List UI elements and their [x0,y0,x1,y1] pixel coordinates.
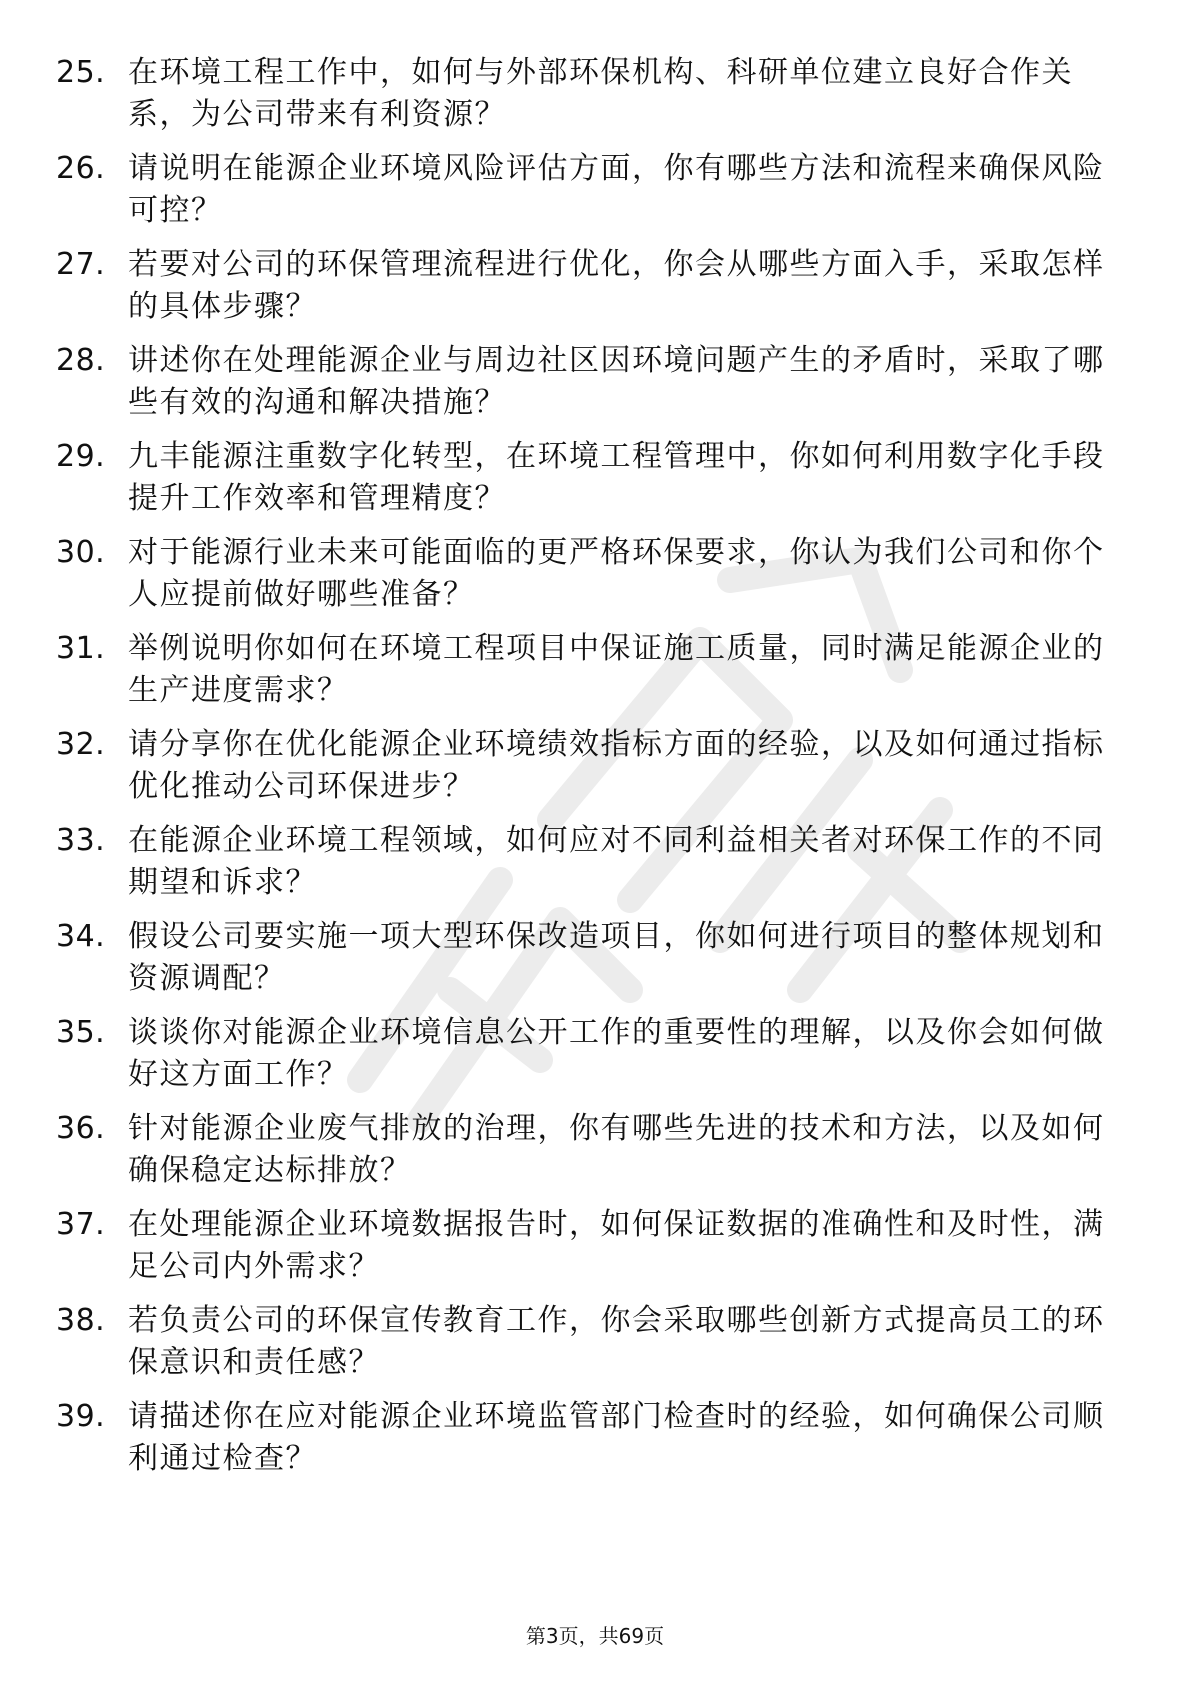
question-number: 32. [56,727,106,762]
question-number: 27. [56,247,106,282]
question-text: 若负责公司的环保宣传教育工作，你会采取哪些创新方式提高员工的环保意识和责任感？ [128,1303,1105,1380]
question-text: 若要对公司的环保管理流程进行优化，你会从哪些方面入手，采取怎样的具体步骤？ [128,247,1105,324]
question-text: 九丰能源注重数字化转型，在环境工程管理中，你如何利用数字化手段提升工作效率和管理精度？ [128,439,1105,516]
page-number-footer: 第3页，共69页 [525,1624,665,1648]
question-number: 30. [56,535,106,570]
question-number: 26. [56,151,106,186]
question-number: 29. [56,439,106,474]
question-number: 36. [56,1111,106,1146]
question-text: 请分享你在优化能源企业环境绩效指标方面的经验，以及如何通过指标优化推动公司环保进步？ [128,727,1105,804]
question-number: 35. [56,1015,106,1050]
question-text: 举例说明你如何在环境工程项目中保证施工质量，同时满足能源企业的生产进度需求？ [128,631,1105,708]
question-number: 33. [56,823,106,858]
question-text: 在处理能源企业环境数据报告时，如何保证数据的准确性和及时性，满足公司内外需求？ [128,1207,1105,1284]
question-text: 在能源企业环境工程领域，如何应对不同利益相关者对环保工作的不同期望和诉求？ [128,823,1105,900]
question-text: 针对能源企业废气排放的治理，你有哪些先进的技术和方法，以及如何确保稳定达标排放？ [128,1111,1105,1188]
question-text: 假设公司要实施一项大型环保改造项目，你如何进行项目的整体规划和资源调配？ [128,919,1105,996]
question-number: 39. [56,1399,106,1434]
question-text: 在环境工程工作中，如何与外部环保机构、科研单位建立良好合作关系，为公司带来有利资源？ [128,55,1073,132]
question-number: 31. [56,631,106,666]
question-number: 38. [56,1303,106,1338]
question-number: 34. [56,919,106,954]
question-number: 25. [56,55,106,90]
question-text: 讲述你在处理能源企业与周边社区因环境问题产生的矛盾时，采取了哪些有效的沟通和解决措施？ [128,343,1105,420]
question-number: 28. [56,343,106,378]
question-text: 请说明在能源企业环境风险评估方面，你有哪些方法和流程来确保风险可控？ [128,151,1105,228]
question-text: 对于能源行业未来可能面临的更严格环保要求，你认为我们公司和你个人应提前做好哪些准备？ [128,535,1105,612]
question-text: 请描述你在应对能源企业环境监管部门检查时的经验，如何确保公司顺利通过检查？ [128,1399,1105,1476]
question-text: 谈谈你对能源企业环境信息公开工作的重要性的理解，以及你会如何做好这方面工作？ [128,1015,1105,1092]
question-number: 37. [56,1207,106,1242]
